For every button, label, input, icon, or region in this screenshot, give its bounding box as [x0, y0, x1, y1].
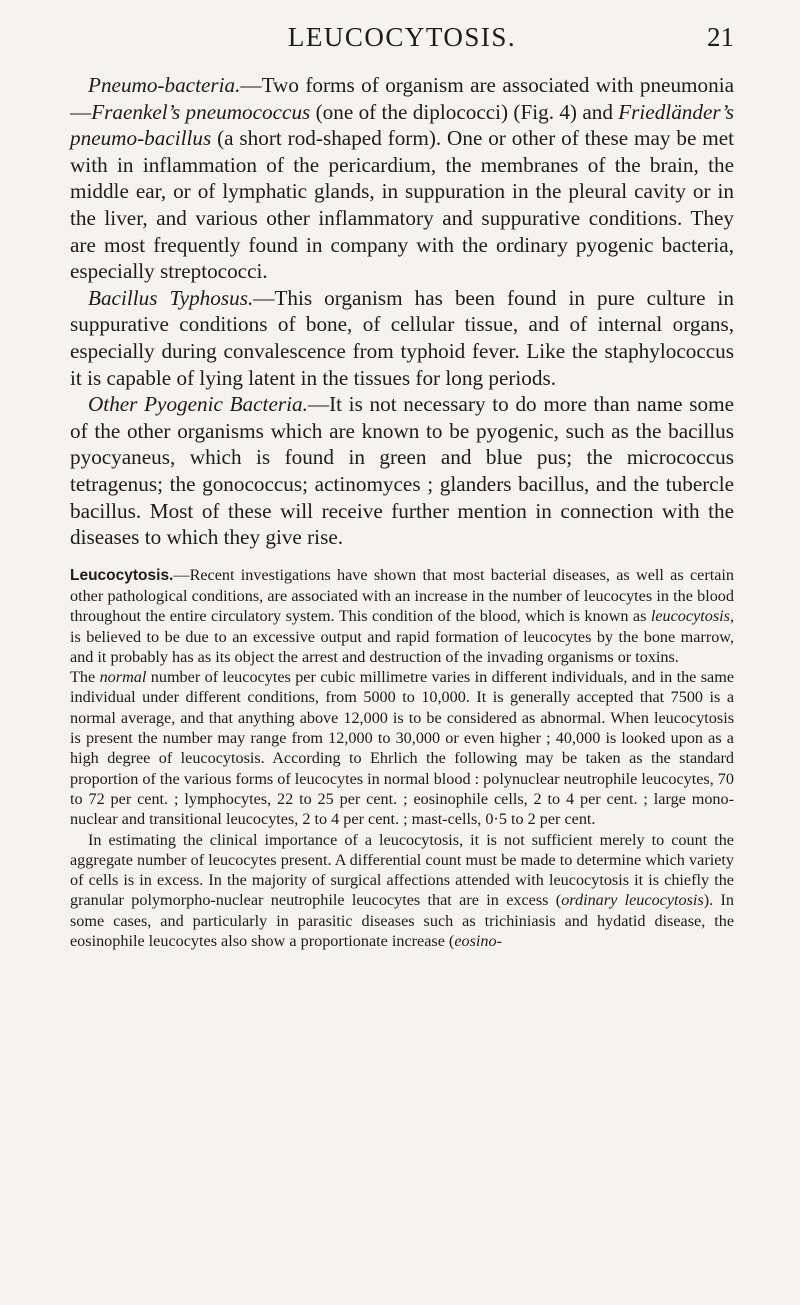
text-run: (one of the diplococci) (Fig. 4) and	[310, 99, 619, 124]
text-run: —Two forms of organism are associated with pneumonia—	[70, 73, 734, 124]
italic-text: normal	[99, 668, 147, 687]
paragraph	[70, 667, 734, 829]
paragraph-heading: Pneumo-bacteria.	[88, 73, 241, 97]
text-run: In estimating the clinical importance of a leucocytosis, it is not sufficient merely to count the aggregate number of leucocytes present. A differential count must be made to determine which variety of cells is in excess. In the majority of surgical affections attended with leucocytosis it is chiefly the granular polymorpho-nuclear neutrophile leucocytes that are in excess (	[70, 830, 734, 910]
paragraph-heading: Other Pyogenic Bacteria.	[88, 392, 308, 417]
text-run: ). In some cases, and particularly in parasitic diseases such as trichiniasis and hydatid disease, the eosinophile leucocytes also show a proportionate increase (	[70, 891, 735, 951]
italic-text: leucocytosis	[650, 607, 730, 626]
page-header	[70, 0, 734, 72]
running-title: LEUCOCYTOSIS.	[287, 22, 517, 52]
paragraph-heading: Bacillus Typhosus.	[88, 285, 254, 310]
paragraph-heading: Leucocytosis.	[70, 566, 174, 584]
paragraph	[70, 391, 734, 551]
text-run: —It is not necessary to do more than name some of the other organisms which are known to be pyogenic, such as the bacillus pyocyaneus, which is found in green and blue pus; the micrococcus tetragenus; the gonococcus; actinomyces ; glanders bacillus, and the tubercle bacillus. Most of these will receive further mention in connection with the diseases to which they give rise.	[70, 392, 734, 550]
italic-text: Fraenkel’s pneumococcus	[91, 99, 311, 124]
large-print-body	[70, 72, 734, 551]
text-run: —This organism has been found in pure culture in suppurative conditions of bone, of cellular tissue, and of internal organs, especially during convalescence from typhoid fever. Like the staphylococcus it is capable of lying latent in the tissues for long periods.	[70, 285, 734, 390]
italic-text: Friedländer’s pneumo-bacillus	[70, 99, 734, 151]
text-run: —Recent investigations have shown that most bacterial diseases, as well as certain other pathological conditions, are associated with an increase in the number of leucocytes in the blood throughout the entire circulatory system. This condition of the blood, which is known as	[70, 565, 734, 626]
italic-text: ordinary leucocytosis	[561, 891, 704, 910]
page-number: 21	[707, 22, 734, 52]
italic-text: eosino-	[454, 932, 502, 951]
text-run: The	[70, 668, 100, 687]
paragraph	[70, 565, 734, 667]
paragraph	[70, 72, 734, 285]
paragraph	[70, 830, 734, 952]
text-run: (a short rod-shaped form). One or other of these may be met with in inflammation of the pericardium, the membranes of the brain, the middle ear, or of lymphatic glands, in suppuration in the pleural cavity or in the liver, and various other inflammatory and suppurative conditions. They are most frequently found in company with the ordinary pyogenic bacteria, especially streptococci.	[70, 126, 734, 284]
small-print-body	[70, 565, 734, 952]
text-run: number of leucocytes per cubic millimetre varies in different individuals, and in the same individual under different conditions, from 5000 to 10,000. It is generally accepted that 7500 is a normal average, and that anything above 12,000 is to be considered as abnormal. When leucocytosis is present the number may range from 12,000 to 30,000 or even higher ; 40,000 is looked upon as a high degree of leucocytosis. According to Ehrlich the following may be taken as the standard proportion of the various forms of leucocytes in normal blood : polynuclear neutrophile leucocytes, 70 to 72 per cent. ; lymphocytes, 22 to 25 per cent. ; eosinophile cells, 2 to 4 per cent. ; large mononuclear and transitional leucocytes, 2 to 4 per cent. ; mast-cells, 0·5 to 2 per cent.	[70, 668, 735, 829]
text-run: , is believed to be due to an excessive output and rapid formation of leucocytes by the bone marrow, and it probably has as its object the arrest and destruction of the invading organisms or toxins.	[70, 607, 734, 666]
paragraph	[70, 285, 734, 391]
